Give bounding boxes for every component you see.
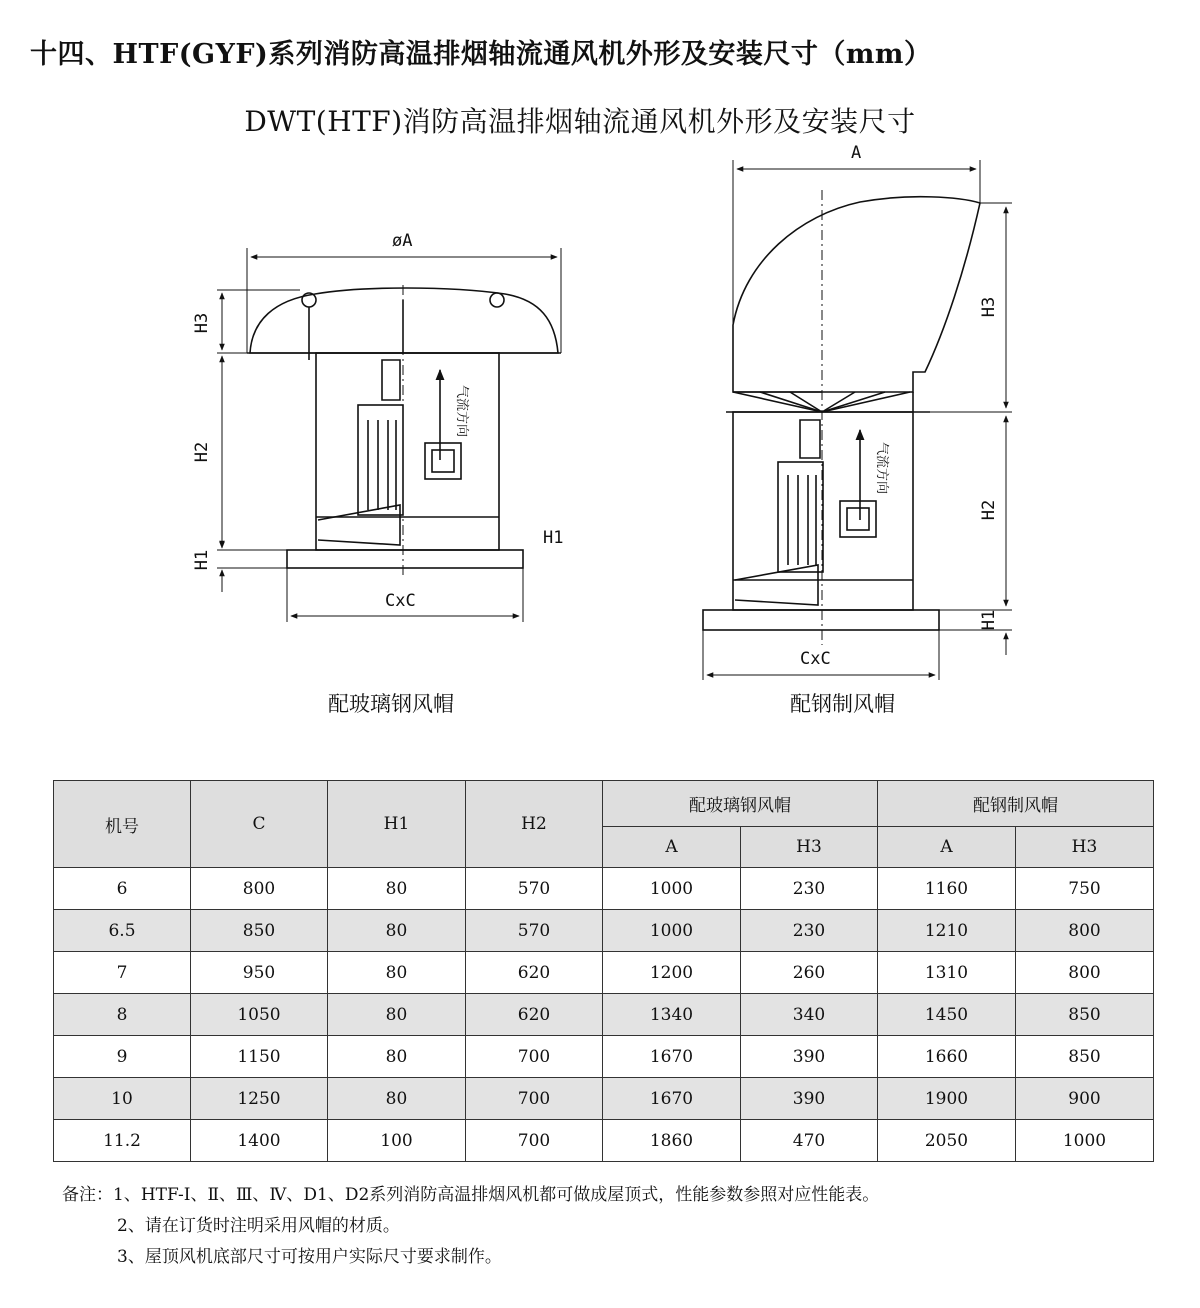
dim-label-h3-left: H3	[192, 312, 212, 334]
table-cell: 1000	[1016, 1120, 1154, 1162]
table-cell: 700	[466, 1078, 603, 1120]
table-cell: 80	[328, 952, 466, 994]
table-cell: 7	[54, 952, 191, 994]
table-cell: 1400	[191, 1120, 328, 1162]
table-cell: 390	[741, 1036, 878, 1078]
table-cell: 1660	[878, 1036, 1016, 1078]
table-cell: 1860	[603, 1120, 741, 1162]
table-cell: 900	[1016, 1078, 1154, 1120]
caption-frp-cap: 配玻璃钢风帽	[328, 692, 454, 716]
table-cell: 2050	[878, 1120, 1016, 1162]
table-cell: 260	[741, 952, 878, 994]
dim-label-h1-left: H1	[192, 549, 212, 571]
table-cell: 1000	[603, 910, 741, 952]
table-cell: 1160	[878, 868, 1016, 910]
table-cell: 80	[328, 994, 466, 1036]
header-h2: H2	[466, 781, 603, 868]
table-cell: 1000	[603, 868, 741, 910]
table-cell: 800	[191, 868, 328, 910]
dim-label-cxc-left: CxC	[385, 591, 416, 611]
header-steel-h3: H3	[1016, 827, 1154, 868]
table-row	[54, 910, 1154, 952]
table-row	[54, 1078, 1154, 1120]
dim-label-h1-right: H1	[979, 609, 999, 631]
header-h1: H1	[328, 781, 466, 868]
table-cell: 750	[1016, 868, 1154, 910]
table-cell: 570	[466, 868, 603, 910]
header-c: C	[191, 781, 328, 868]
table-cell: 1050	[191, 994, 328, 1036]
fan-steel-cap-drawing	[703, 160, 1012, 680]
table-cell: 230	[741, 868, 878, 910]
dim-label-a-right: A	[851, 143, 862, 163]
note-line: 2、请在订货时注明采用风帽的材质。	[117, 1216, 400, 1236]
table-row	[54, 952, 1154, 994]
dimension-table	[53, 780, 1154, 1162]
table-cell: 230	[741, 910, 878, 952]
dim-label-h2-left: H2	[192, 441, 212, 463]
dim-label-h2-right: H2	[979, 499, 999, 521]
table-cell: 6.5	[54, 910, 191, 952]
table-cell: 80	[328, 910, 466, 952]
table-cell: 800	[1016, 910, 1154, 952]
table-cell: 10	[54, 1078, 191, 1120]
table-cell: 1450	[878, 994, 1016, 1036]
flow-direction-label-left: 气流方向	[454, 385, 469, 438]
table-row	[54, 994, 1154, 1036]
drawing-title: DWT(HTF)消防高温排烟轴流通风机外形及安装尺寸	[244, 105, 916, 138]
header-group-frp-cap: 配玻璃钢风帽	[603, 781, 878, 827]
note-line: 3、屋顶风机底部尺寸可按用户实际尺寸要求制作。	[117, 1247, 502, 1267]
dim-label-h1-side: H1	[543, 528, 564, 548]
page-title: 十四、HTF(GYF)系列消防高温排烟轴流通风机外形及安装尺寸（mm）	[30, 39, 932, 70]
table-cell: 850	[191, 910, 328, 952]
caption-steel-cap: 配钢制风帽	[790, 692, 895, 716]
table-cell: 470	[741, 1120, 878, 1162]
table-cell: 1670	[603, 1036, 741, 1078]
table-cell: 1670	[603, 1078, 741, 1120]
table-cell: 620	[466, 994, 603, 1036]
table-cell: 1250	[191, 1078, 328, 1120]
table-cell: 390	[741, 1078, 878, 1120]
notes	[62, 1180, 879, 1273]
table-cell: 1200	[603, 952, 741, 994]
table-cell: 620	[466, 952, 603, 994]
dim-label-h3-right: H3	[979, 296, 999, 318]
table-cell: 700	[466, 1120, 603, 1162]
header-group-steel-cap: 配钢制风帽	[878, 781, 1154, 827]
table-cell: 80	[328, 1078, 466, 1120]
note-line: 备注：1、HTF-Ⅰ、Ⅱ、Ⅲ、Ⅳ、D1、D2系列消防高温排烟风机都可做成屋顶式，性能参数参照对应性能表。	[62, 1185, 880, 1205]
table-cell: 80	[328, 868, 466, 910]
table-cell: 850	[1016, 994, 1154, 1036]
table-cell: 950	[191, 952, 328, 994]
table-cell: 340	[741, 994, 878, 1036]
table-row	[54, 868, 1154, 910]
table-cell: 1340	[603, 994, 741, 1036]
table-cell: 80	[328, 1036, 466, 1078]
table-row	[54, 1036, 1154, 1078]
header-steel-a: A	[878, 827, 1016, 868]
table-cell: 800	[1016, 952, 1154, 994]
header-model: 机号	[54, 781, 191, 868]
table-cell: 1900	[878, 1078, 1016, 1120]
header-frp-a: A	[603, 827, 741, 868]
dim-label-cxc-right: CxC	[800, 649, 831, 669]
dim-label-a-left: øA	[392, 231, 413, 251]
header-frp-h3: H3	[741, 827, 878, 868]
table-cell: 8	[54, 994, 191, 1036]
table-cell: 9	[54, 1036, 191, 1078]
table-cell: 850	[1016, 1036, 1154, 1078]
table-cell: 6	[54, 868, 191, 910]
table-cell: 100	[328, 1120, 466, 1162]
fan-frp-cap-drawing	[217, 248, 564, 622]
table-cell: 1310	[878, 952, 1016, 994]
table-cell: 11.2	[54, 1120, 191, 1162]
flow-direction-label-right: 气流方向	[874, 442, 889, 495]
table-cell: 570	[466, 910, 603, 952]
table-cell: 1210	[878, 910, 1016, 952]
table-cell: 700	[466, 1036, 603, 1078]
table-row	[54, 1120, 1154, 1162]
table-cell: 1150	[191, 1036, 328, 1078]
